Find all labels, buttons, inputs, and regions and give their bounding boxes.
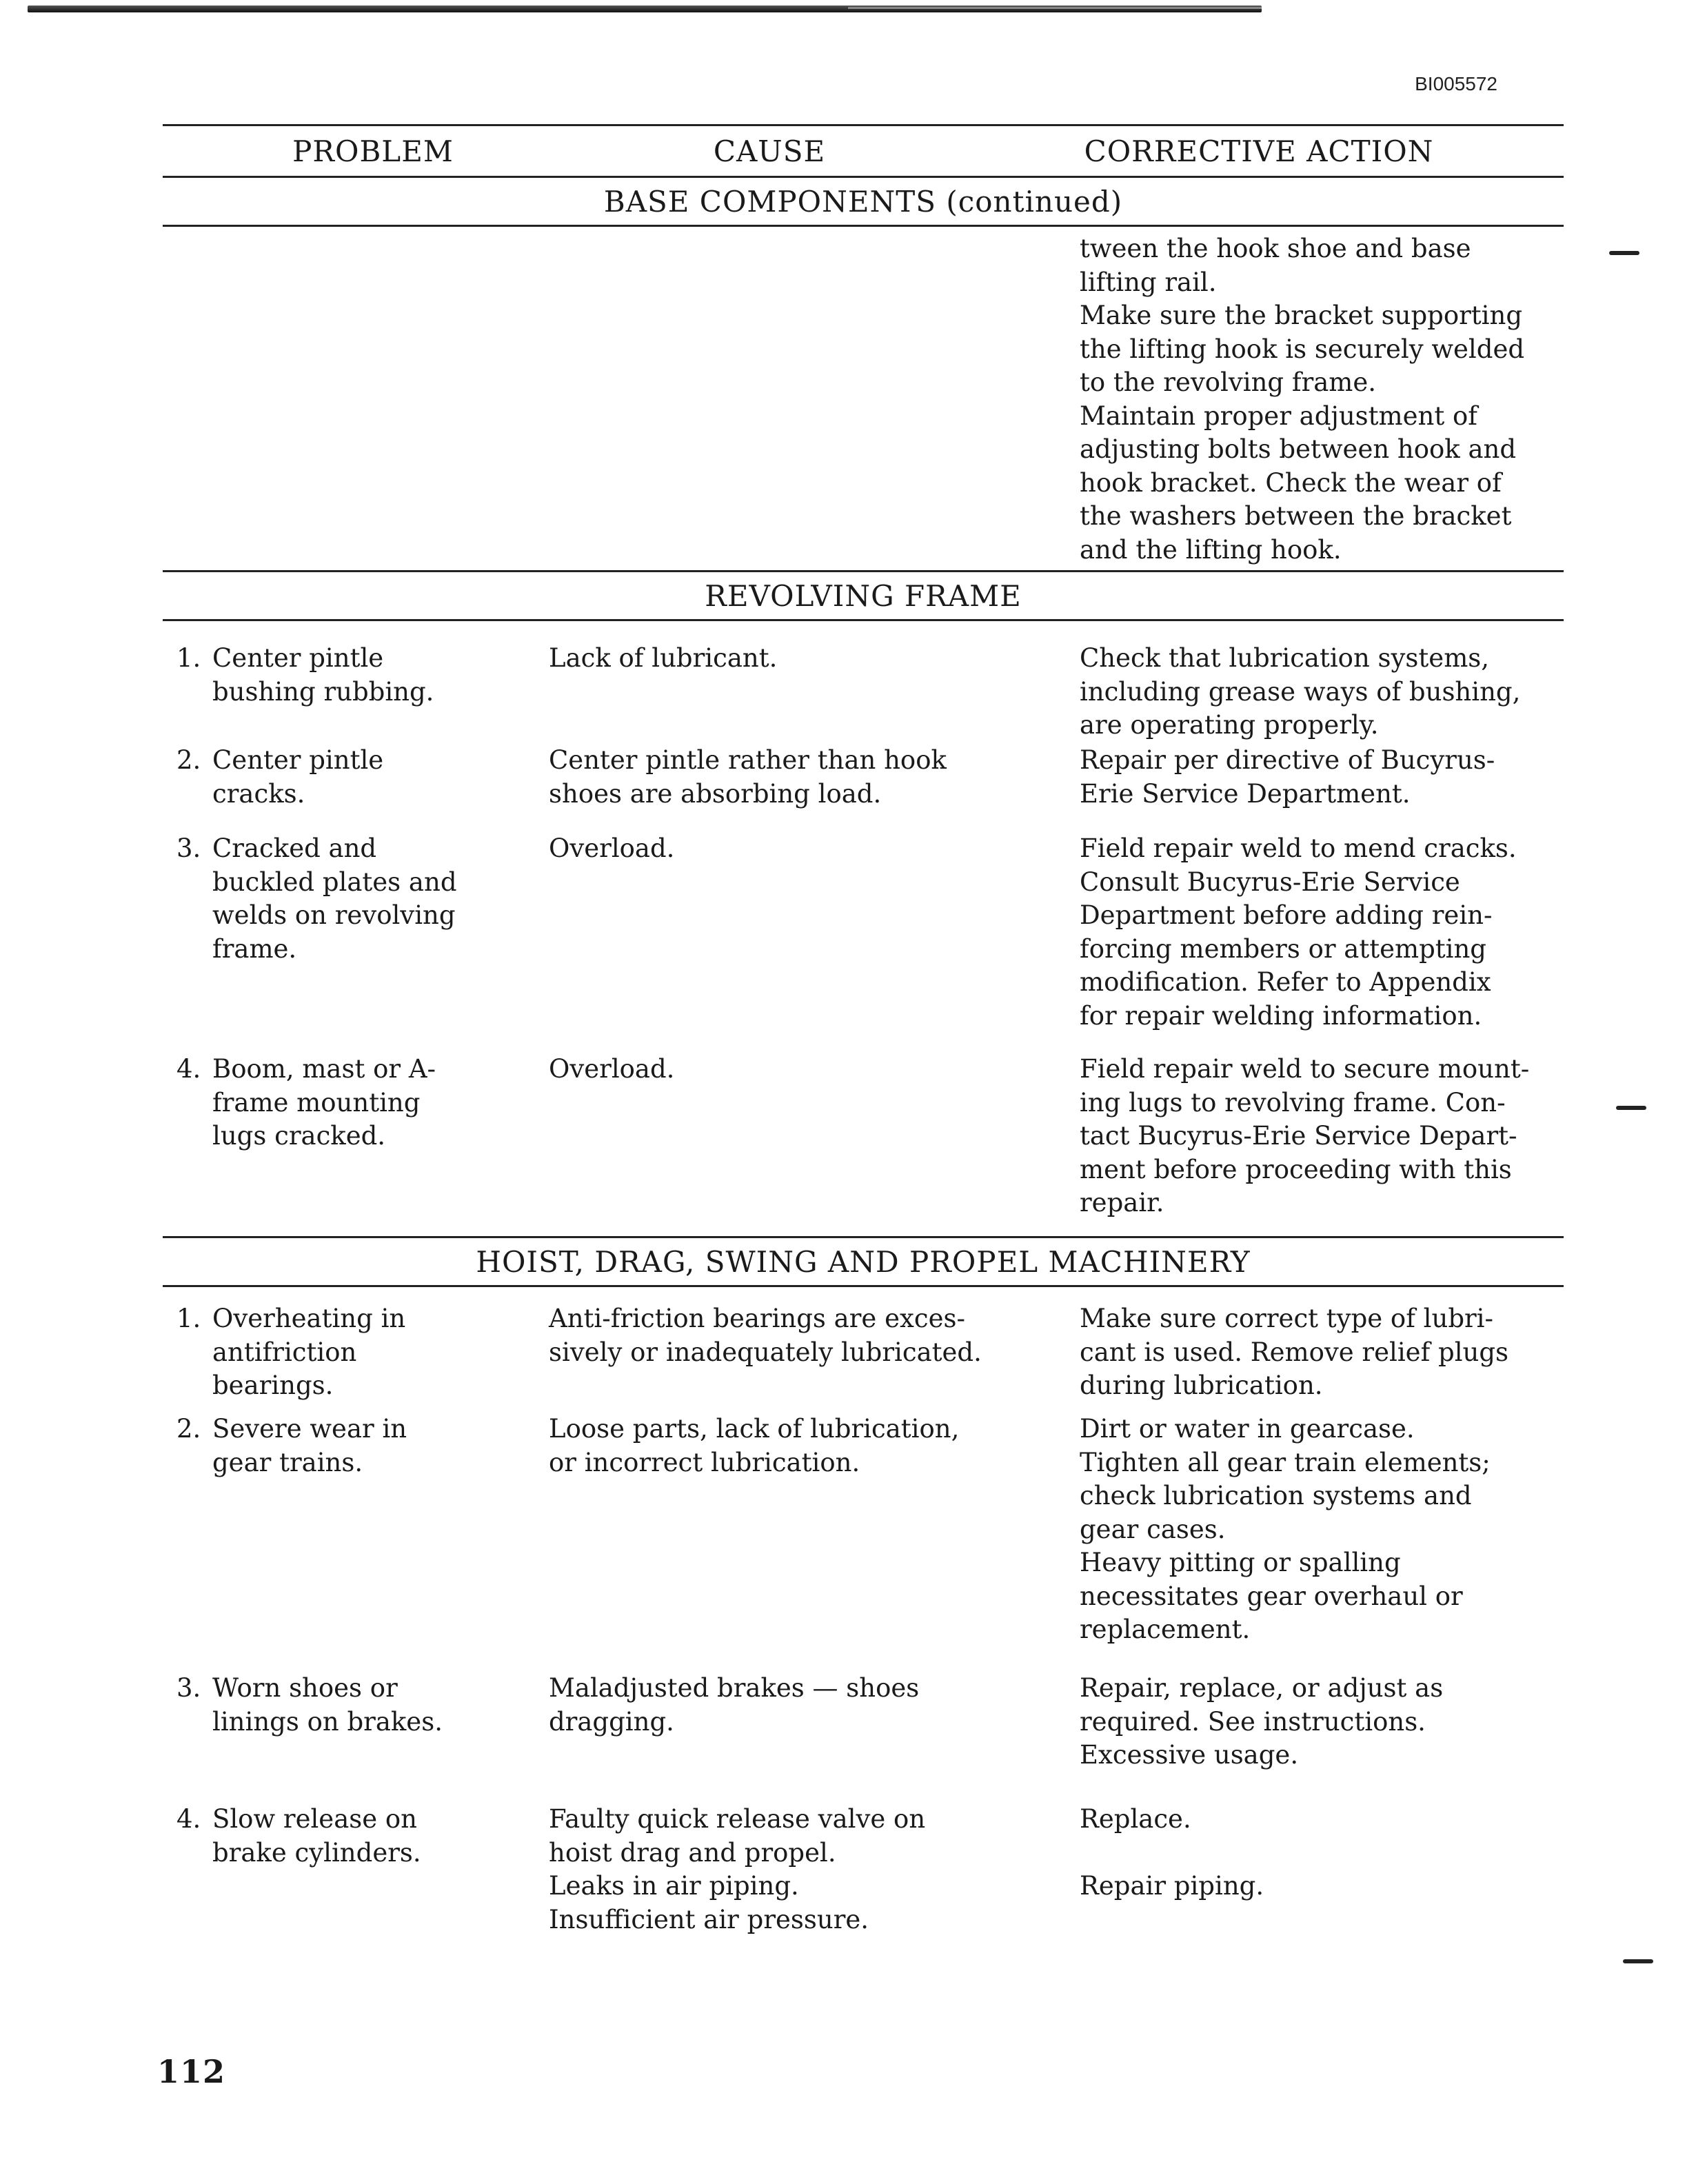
row-number: 2. — [176, 1414, 201, 1444]
table-row — [163, 744, 1564, 832]
problem-text: Overheating in antifriction bearings. — [212, 1304, 406, 1400]
table-row — [163, 621, 1564, 744]
row-number: 3. — [176, 1673, 201, 1703]
problem-text: Cracked and buckled plates and welds on revolving frame. — [212, 833, 457, 964]
row-number: 2. — [176, 745, 201, 775]
problem-text: Center pintle bushing rubbing. — [212, 643, 434, 707]
troubleshooting-table — [163, 124, 1564, 1941]
corrective-action-text: Repair, replace, or adjust as required. See instructions. Excessive usage. — [1080, 1673, 1444, 1770]
corrective-action-text: Dirt or water in gearcase. Tighten all gear train elements; check lubrication systems and gear cases. Heavy pitting or spalling necessitates gear overhaul or replacement. — [1080, 1414, 1491, 1644]
corrective-action-text: Field repair weld to mend cracks. Consult Bucyrus-Erie Service Department before adding rein- forcing members or attempting modification. Refer to Appendix for repair welding information. — [1080, 833, 1517, 1031]
cause-text: Anti-friction bearings are exces- sively or inadequately lubricated. — [549, 1304, 982, 1367]
problem-text: Slow release on brake cylinders. — [212, 1804, 421, 1868]
binding-mark — [1623, 1959, 1653, 1963]
section-title-hoist-drag-swing-propel: HOIST, DRAG, SWING AND PROPEL MACHINERY — [476, 1244, 1251, 1279]
cause-text: Overload. — [549, 1054, 675, 1084]
header-cause: CAUSE — [713, 134, 826, 168]
problem-text: Severe wear in gear trains. — [212, 1414, 407, 1477]
cause-text: Loose parts, lack of lubrication, or incorrect lubrication. — [549, 1414, 960, 1477]
continued-row — [163, 227, 1564, 570]
corrective-action-text: Check that lubrication systems, including grease ways of bushing, are operating properly. — [1080, 643, 1521, 740]
table-row — [163, 1413, 1564, 1672]
header-problem: PROBLEM — [292, 134, 454, 168]
cause-text: Center pintle rather than hook shoes are absorbing load. — [549, 745, 947, 809]
binding-mark — [1616, 1106, 1646, 1110]
corrective-action-text: Repair per directive of Bucyrus- Erie Service Department. — [1080, 745, 1495, 809]
corrective-action-text: Field repair weld to secure mount- ing lugs to revolving frame. Con- tact Bucyrus-Erie Service Depart- ment before proceeding with this repair. — [1080, 1054, 1530, 1217]
table-row — [163, 1287, 1564, 1413]
cause-text: Maladjusted brakes — shoes dragging. — [549, 1673, 920, 1737]
row-number: 1. — [176, 643, 201, 673]
column-header-row — [163, 126, 1564, 176]
row-number: 4. — [176, 1804, 201, 1834]
page-number: 112 — [157, 2053, 226, 2090]
row-number: 1. — [176, 1304, 201, 1333]
table-row — [163, 1672, 1564, 1803]
cause-text: Overload. — [549, 833, 675, 863]
table-row — [163, 1053, 1564, 1236]
scan-edge-artifact-thin — [848, 7, 1262, 9]
section-title-revolving-frame: REVOLVING FRAME — [705, 578, 1022, 613]
cause-text: Faulty quick release valve on hoist drag and propel. Leaks in air piping. Insufficient air pressure. — [549, 1804, 926, 1934]
problem-text: Worn shoes or linings on brakes. — [212, 1673, 443, 1737]
section-title-base-components: BASE COMPONENTS (continued) — [603, 184, 1123, 219]
document-id: BI005572 — [1415, 73, 1497, 94]
row-number: 4. — [176, 1054, 201, 1084]
cause-text: Lack of lubricant. — [549, 643, 778, 673]
table-row — [163, 1803, 1564, 1941]
problem-text: Center pintle cracks. — [212, 745, 384, 809]
binding-mark — [1609, 251, 1639, 255]
continued-corrective-action: tween the hook shoe and base lifting rail. Make sure the bracket supporting the lifting hook is securely welded to the revolving frame. Maintain proper adjustment of adjusting bolts between hook and hook bracket. Check the wear of the washers between the bracket and the lifting hook. — [1080, 234, 1525, 565]
corrective-action-text: Make sure correct type of lubri- cant is used. Remove relief plugs during lubrication. — [1080, 1304, 1509, 1400]
table-row — [163, 832, 1564, 1053]
problem-text: Boom, mast or A- frame mounting lugs cracked. — [212, 1054, 436, 1151]
row-number: 3. — [176, 833, 201, 863]
header-corrective-action: CORRECTIVE ACTION — [1084, 134, 1434, 168]
corrective-action-text: Replace. Repair piping. — [1080, 1804, 1264, 1901]
